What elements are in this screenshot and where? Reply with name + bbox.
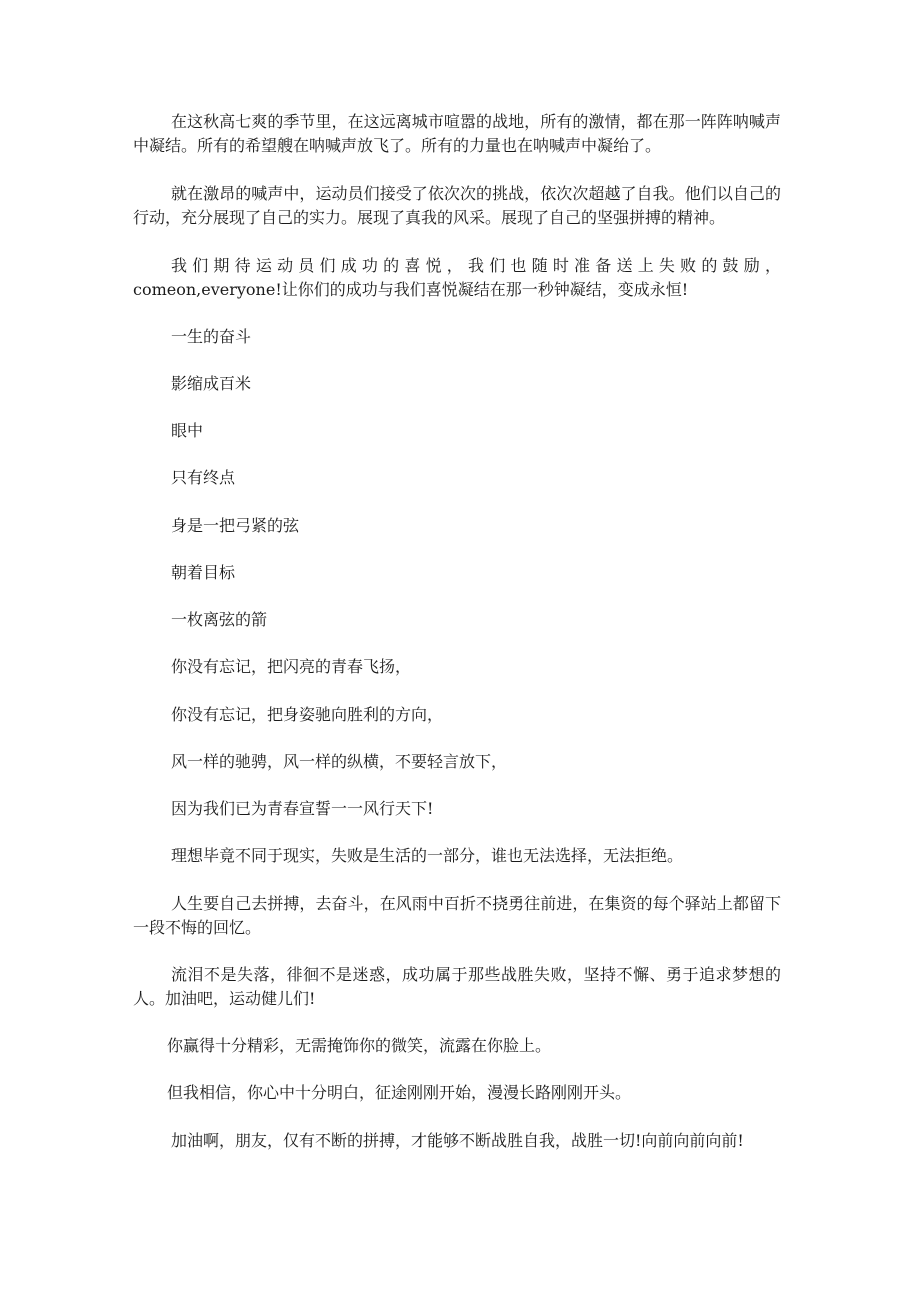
paragraph-1: 在这秋高七爽的季节里，在这远离城市喧嚣的战地，所有的激情，都在那一阵阵呐喊声中凝结。所有的希望艘在呐喊声放飞了。所有的力量也在呐喊声中凝绐了。 — [133, 112, 781, 155]
poem-line-4: 只有终点 — [171, 468, 236, 487]
poem-line-2: 影缩成百米 — [171, 374, 252, 393]
poem-line-8: 你没有忘记，把闪亮的青春飞扬， — [171, 657, 412, 676]
poem-line-11: 因为我们已为青春宣誓一一风行天下! — [171, 799, 434, 818]
poem-line-7: 一枚离弦的箭 — [171, 610, 268, 629]
poem-line-3: 眼中 — [171, 421, 204, 440]
paragraph-2: 就在激昂的喊声中，运动员们接受了依次次的挑战，依次次超越了自我。他们以自己的行动，充分展现了自己的实力。展现了真我的风采。展现了自己的坚强拼搏的精神。 — [133, 184, 781, 227]
paragraph-3: 我们期待运动员们成功的喜悦，我们也随时准备送上失败的鼓励，comeon,everyone!让你们的成功与我们喜悦凝结在那一秒钟凝结，变成永恒! — [133, 256, 781, 299]
paragraph-5: 人生要自己去拼搏，去奋斗，在风雨中百折不挠勇往前进，在集资的每个驿站上都留下一段不悔的回忆。 — [133, 894, 781, 937]
paragraph-9: 加油啊，朋友，仅有不断的拼搏，才能够不断战胜自我，战胜一切!向前向前向前! — [171, 1131, 744, 1150]
poem-line-6: 朝着目标 — [171, 563, 236, 582]
poem-line-10: 风一样的驰骋，风一样的纵横，不要轻言放下， — [171, 752, 508, 771]
paragraph-8: 但我相信，你心中十分明白，征途刚刚开始，漫漫长路刚刚开头。 — [167, 1083, 632, 1102]
poem-line-1: 一生的奋斗 — [171, 327, 252, 346]
poem-line-9: 你没有忘记，把身姿驰向胜利的方向， — [171, 705, 444, 724]
paragraph-4: 理想毕竟不同于现实，失败是生活的一部分，谁也无法选择，无法拒绝。 — [171, 846, 684, 865]
paragraph-6: 流泪不是失落，徘徊不是迷惑，成功属于那些战胜失败，坚持不懈、勇于追求梦想的人。加油吧，运动健儿们! — [133, 965, 781, 1008]
poem-line-5: 身是一把弓紧的弦 — [171, 516, 300, 535]
paragraph-7: 你赢得十分精彩，无需掩饰你的微笑，流露在你脸上。 — [167, 1036, 552, 1055]
